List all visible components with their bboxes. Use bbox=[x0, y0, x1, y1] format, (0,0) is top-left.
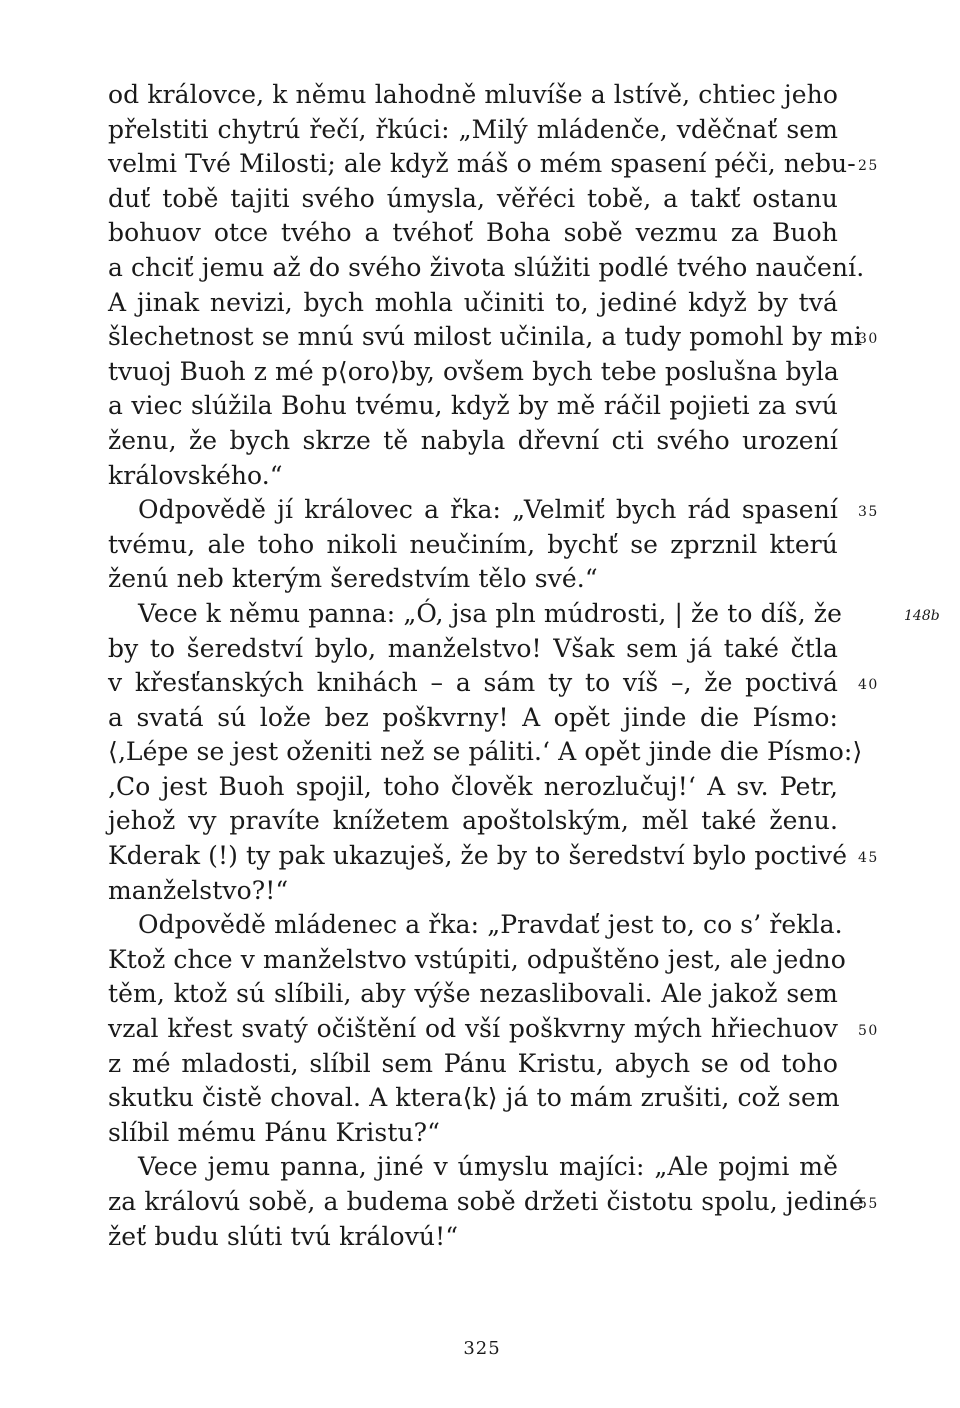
text-line: vzal křest svatý očištění od vší poškvrny mých hřiechuov bbox=[108, 1014, 838, 1044]
body-text bbox=[108, 78, 865, 1254]
text-line: přelstiti chytrú řečí, řkúci: „Milý mládenče, vděčnať sem bbox=[108, 114, 838, 144]
text-line: slíbil mému Pánu Kristu?“ bbox=[108, 1117, 441, 1147]
text-line: žeť budu slúti tvú královú!“ bbox=[108, 1221, 459, 1251]
text-line: Kderak (!) ty pak ukazuješ, že by to šeredství bylo poctivé bbox=[108, 841, 848, 871]
text-line: ‚Co jest Buoh spojil, toho člověk nerozlučuj!‘ A sv. Petr, bbox=[108, 771, 838, 801]
text-line: tvému, ale toho nikoli neučiním, bychť se zprznil kterú bbox=[108, 529, 838, 559]
text-line: Odpovědě mládenec a řka: „Pravdať jest to, co s’ řekla. bbox=[138, 910, 843, 940]
text-line: by to šeredství bylo, manželstvo! Však sem já také čtla bbox=[108, 633, 838, 663]
text-line: skutku čistě choval. A ktera⟨k⟩ já to mám zrušiti, což sem bbox=[108, 1083, 840, 1113]
text-line: v křesťanských knihách – a sám ty to víš –, že poctivá bbox=[108, 668, 838, 698]
text-line: těm, ktož sú slíbili, aby výše nezaslibovali. Ale jakož sem bbox=[108, 979, 838, 1009]
text-line: duť tobě tajiti svého úmysla, věřéci tobě, a takť ostanu bbox=[108, 183, 838, 213]
text-line: jehož vy pravíte knížetem apoštolským, měl také ženu. bbox=[108, 806, 838, 836]
text-line: manželstvo?!“ bbox=[108, 875, 289, 905]
line-number: 25 bbox=[858, 158, 879, 174]
folio-mark: 148b bbox=[904, 608, 940, 624]
text-line: ⟨‚Lépe se jest oženiti než se páliti.‘ A opět jinde die Písmo:⟩ bbox=[108, 737, 863, 767]
text-line: z mé mladosti, slíbil sem Pánu Kristu, abych se od toho bbox=[108, 1048, 838, 1078]
line-number: 50 bbox=[858, 1023, 879, 1039]
line-number: 45 bbox=[858, 850, 879, 866]
line-number: 35 bbox=[858, 504, 879, 520]
page-number: 325 bbox=[463, 1338, 501, 1359]
text-line: A jinak nevizi, bych mohla učiniti to, jediné když by tvá bbox=[108, 287, 838, 317]
text-line: Ktož chce v manželstvo vstúpiti, odpuštěno jest, ale jedno bbox=[108, 944, 846, 974]
text-line: a viec slúžila Bohu tvému, když by mě ráčil pojieti za svú bbox=[108, 391, 838, 421]
text-line: královského.“ bbox=[108, 460, 283, 490]
text-line: od královce, k němu lahodně mluvíše a lstívě, chtiec jeho bbox=[108, 80, 838, 109]
text-line: ženu, že bych skrze tě nabyla dřevní cti svého urození bbox=[108, 425, 838, 455]
line-number: 55 bbox=[858, 1196, 879, 1212]
text-line: Vece jemu panna, jiné v úmyslu majíci: „Ale pojmi mě bbox=[138, 1152, 838, 1182]
text-line: šlechetnost se mnú svú milost učinila, a tudy pomohl by mi bbox=[108, 322, 863, 352]
line-number: 40 bbox=[858, 677, 879, 693]
text-line: Vece k němu panna: „Ó, jsa pln múdrosti, | že to díš, že bbox=[138, 598, 842, 628]
text-line: a svatá sú lože bez poškvrny! A opět jinde die Písmo: bbox=[108, 702, 838, 732]
text-line: bohuov otce tvého a tvéhoť Boha sobě vezmu za Buoh bbox=[108, 218, 838, 248]
text-line: Odpovědě jí královec a řka: „Velmiť bych rád spasení bbox=[138, 495, 838, 525]
text-line: ženú neb kterým šeredstvím tělo své.“ bbox=[108, 564, 598, 594]
text-line: tvuoj Buoh z mé p⟨oro⟩by, ovšem bych tebe poslušna byla bbox=[108, 356, 839, 386]
line-number: 30 bbox=[858, 331, 879, 347]
text-line: velmi Tvé Milosti; ale když máš o mém spasení péči, nebu- bbox=[108, 149, 856, 179]
text-line: a chciť jemu až do svého života slúžiti podlé tvého naučení. bbox=[108, 252, 865, 282]
text-line: za královú sobě, a budema sobě držeti čistotu spolu, jediné bbox=[108, 1187, 864, 1216]
